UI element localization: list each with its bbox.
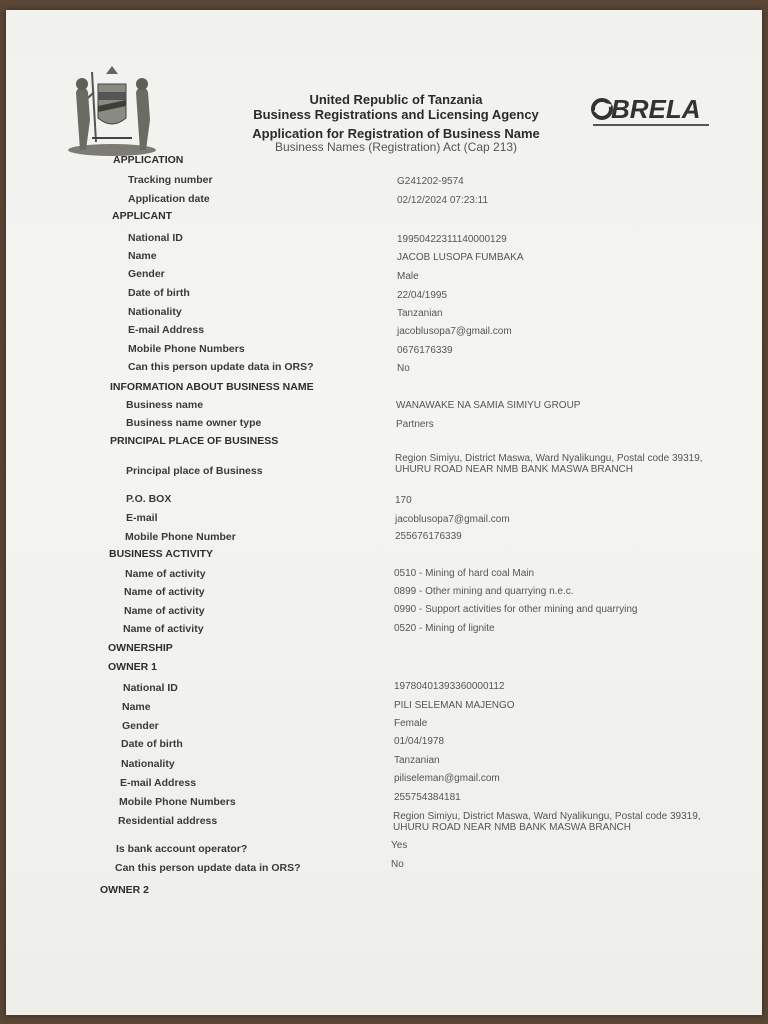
- owner1-update-value: No: [391, 859, 404, 870]
- owner-type-value: Partners: [396, 419, 434, 430]
- applicant-gender-label: Gender: [128, 268, 165, 280]
- section-principal-place: PRINCIPAL PLACE OF BUSINESS: [110, 435, 279, 447]
- applicant-name-value: JACOB LUSOPA FUMBAKA: [397, 252, 524, 263]
- owner1-gender-value: Female: [394, 718, 428, 729]
- application-date-value: 02/12/2024 07:23:11: [397, 195, 489, 206]
- owner-type-label: Business name owner type: [126, 417, 262, 429]
- applicant-phone-label: Mobile Phone Numbers: [128, 343, 245, 355]
- header-agency: Business Registrations and Licensing Agency: [253, 107, 539, 122]
- section-business-activity: BUSINESS ACTIVITY: [109, 548, 214, 560]
- owner1-bank-value: Yes: [391, 840, 408, 851]
- owner1-email-label: E-mail Address: [120, 777, 197, 789]
- section-owner1: OWNER 1: [108, 661, 158, 673]
- activity-label: Name of activity: [125, 568, 206, 580]
- applicant-email-label: E-mail Address: [128, 324, 205, 336]
- applicant-national-id-label: National ID: [128, 232, 183, 244]
- owner1-nationality-value: Tanzanian: [394, 755, 440, 766]
- owner1-phone-label: Mobile Phone Numbers: [119, 796, 236, 808]
- document-header: [206, 92, 586, 154]
- owner1-name-label: Name: [122, 701, 151, 713]
- principal-place-value: Region Simiyu, District Maswa, Ward Nyalikungu, Postal code 39319, UHURU ROAD NEAR NMB BANK MASWA BRANCH: [395, 453, 703, 475]
- pobox-label: P.O. BOX: [126, 493, 172, 505]
- owner1-dob-value: 01/04/1978: [394, 736, 445, 747]
- tracking-number-value: G241202-9574: [397, 176, 464, 187]
- brela-logo-underline: [593, 124, 709, 126]
- section-application: APPLICATION: [113, 154, 184, 166]
- business-name-value: WANAWAKE NA SAMIA SIMIYU GROUP: [396, 400, 581, 411]
- applicant-dob-value: 22/04/1995: [397, 290, 448, 301]
- activity-label: Name of activity: [124, 586, 205, 598]
- owner1-dob-label: Date of birth: [121, 738, 183, 750]
- brela-logo: [591, 94, 711, 130]
- owner1-address-value: Region Simiyu, District Maswa, Ward Nyalikungu, Postal code 39319, UHURU ROAD NEAR NMB BANK MASWA BRANCH: [393, 811, 701, 833]
- activity-value: 0990 - Support activities for other mining and quarrying: [394, 604, 638, 615]
- applicant-update-label: Can this person update data in ORS?: [128, 361, 314, 373]
- owner1-address-label: Residential address: [118, 815, 218, 827]
- owner1-national-id-value: 19780401393360000112: [394, 681, 505, 692]
- business-phone-value: 255676176339: [395, 531, 462, 542]
- header-act: Business Names (Registration) Act (Cap 213): [274, 140, 518, 154]
- pobox-value: 170: [395, 495, 412, 506]
- applicant-nationality-value: Tanzanian: [397, 308, 443, 319]
- applicant-nationality-label: Nationality: [128, 306, 182, 318]
- header-title: Application for Registration of Business Name: [252, 126, 540, 141]
- owner1-bank-label: Is bank account operator?: [116, 843, 248, 855]
- business-name-label: Business name: [126, 399, 204, 411]
- brela-logo-text: BRELA: [611, 94, 701, 124]
- section-ownership: OWNERSHIP: [108, 642, 173, 654]
- applicant-dob-label: Date of birth: [128, 287, 190, 299]
- activity-label: Name of activity: [123, 623, 204, 635]
- coat-of-arms-emblem: [62, 62, 162, 158]
- applicant-phone-value: 0676176339: [397, 345, 453, 356]
- section-applicant: APPLICANT: [112, 210, 173, 222]
- owner1-email-value: piliseleman@gmail.com: [394, 773, 500, 784]
- activity-label: Name of activity: [124, 605, 205, 617]
- applicant-national-id-value: 19950422311140000129: [397, 234, 507, 245]
- applicant-email-value: jacoblusopa7@gmail.com: [397, 326, 512, 337]
- business-email-label: E-mail: [126, 512, 158, 524]
- principal-place-label: Principal place of Business: [126, 465, 263, 477]
- application-date-label: Application date: [128, 193, 210, 205]
- applicant-gender-value: Male: [397, 271, 419, 282]
- owner1-national-id-label: National ID: [123, 682, 178, 694]
- owner1-update-label: Can this person update data in ORS?: [115, 862, 301, 874]
- activity-value: 0510 - Mining of hard coal Main: [394, 568, 535, 579]
- business-email-value: jacoblusopa7@gmail.com: [395, 514, 510, 525]
- section-business-info: INFORMATION ABOUT BUSINESS NAME: [110, 381, 314, 393]
- owner1-name-value: PILI SELEMAN MAJENGO: [394, 700, 515, 711]
- owner1-nationality-label: Nationality: [121, 758, 175, 770]
- applicant-update-value: No: [397, 363, 410, 374]
- tracking-number-label: Tracking number: [128, 174, 213, 186]
- activity-value: 0899 - Other mining and quarrying n.e.c.: [394, 586, 574, 597]
- owner1-gender-label: Gender: [122, 720, 159, 732]
- section-owner2: OWNER 2: [100, 884, 150, 896]
- activity-value: 0520 - Mining of lignite: [394, 623, 495, 634]
- applicant-name-label: Name: [128, 250, 157, 262]
- business-phone-label: Mobile Phone Number: [125, 531, 236, 543]
- owner1-phone-value: 255754384181: [394, 792, 461, 803]
- header-country: United Republic of Tanzania: [309, 92, 483, 107]
- brela-swoosh-icon: [591, 98, 613, 120]
